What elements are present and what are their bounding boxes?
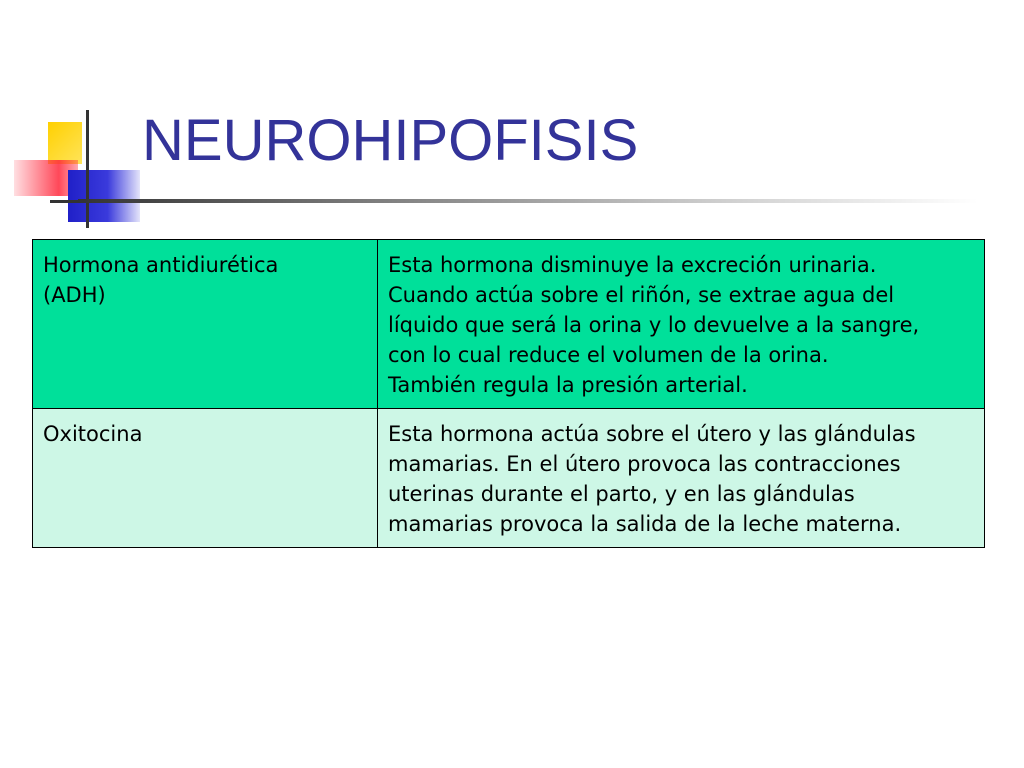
hormone-description-cell: [378, 409, 985, 548]
hormone-name-cell: [33, 409, 378, 548]
description-line: Esta hormona disminuye la excreción urinaria.: [388, 253, 877, 277]
description-line: uterinas durante el parto, y en las glándulas: [388, 482, 855, 506]
description-line: También regula la presión arterial.: [388, 373, 748, 397]
hormone-description-cell: [378, 240, 985, 409]
hormone-name-line: (ADH): [43, 283, 106, 307]
description-line: mamarias. En el útero provoca las contracciones: [388, 452, 901, 476]
slide-title: NEUROHIPOFISIS: [142, 108, 639, 173]
description-line: con lo cual reduce el volumen de la orina.: [388, 343, 829, 367]
description-line: mamarias provoca la salida de la leche materna.: [388, 512, 902, 536]
hormone-name-line: Oxitocina: [43, 422, 143, 446]
hormone-name-cell: [33, 240, 378, 409]
description-line: Esta hormona actúa sobre el útero y las glándulas: [388, 422, 916, 446]
hormone-table: [32, 239, 985, 548]
description-line: líquido que será la orina y lo devuelve a la sangre,: [388, 313, 920, 337]
title-underline: [78, 199, 978, 203]
decorative-logo: [0, 0, 160, 240]
hormone-name-line: Hormona antidiurética: [43, 253, 279, 277]
blue-square-decoration: [68, 170, 140, 222]
vertical-line-decoration: [86, 110, 89, 228]
yellow-square-decoration: [48, 122, 82, 164]
description-line: Cuando actúa sobre el riñón, se extrae agua del: [388, 283, 895, 307]
table-row-adh: [33, 240, 985, 409]
table-row-oxitocina: [33, 409, 985, 548]
